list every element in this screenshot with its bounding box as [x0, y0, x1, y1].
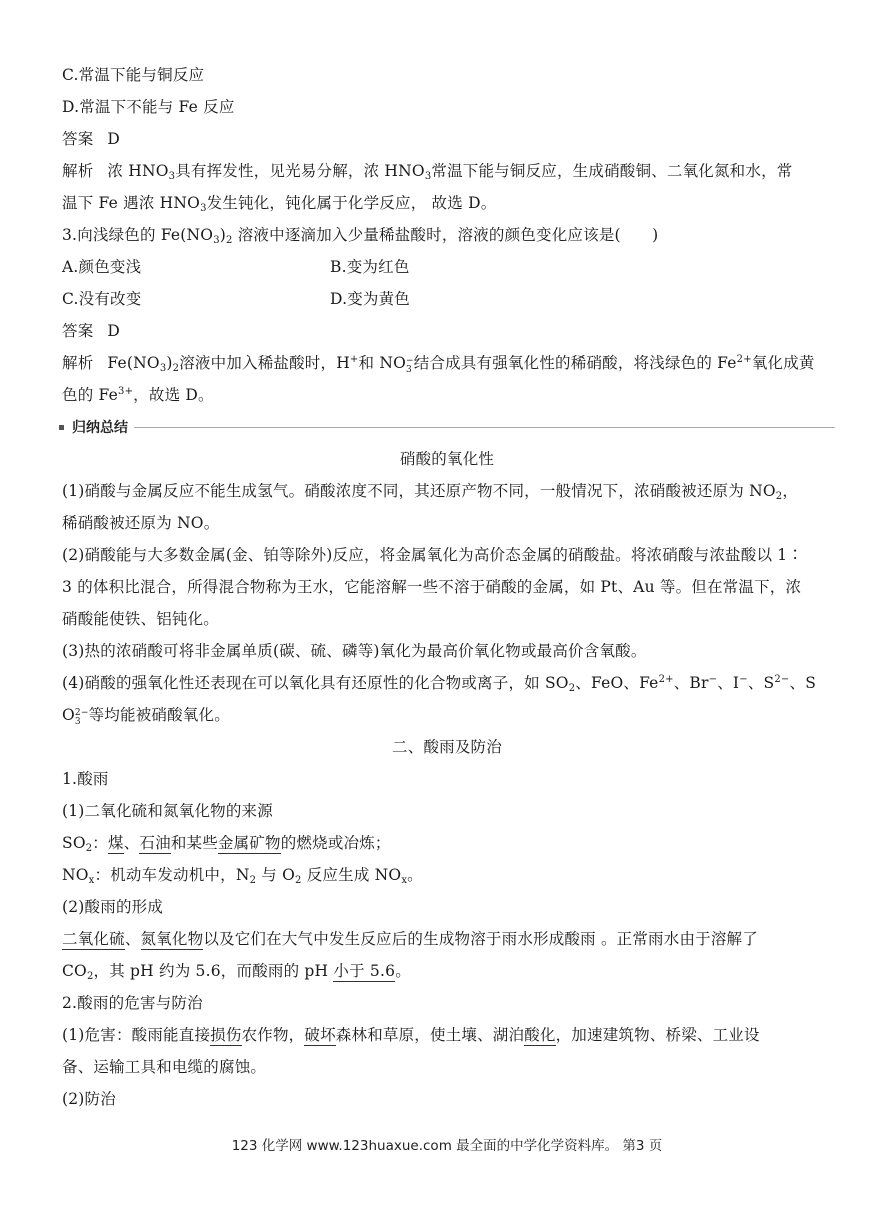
q2-analysis-line2: 温下 Fe 遇浓 $HNO_3$发生钝化，钝化属于化学反应， 故选 D。 — [62, 194, 497, 214]
divider-line — [134, 427, 835, 428]
page-footer: 123 化学网 www.123huaxue.com 最全面的中学化学资料库。 第3 页 — [231, 1138, 663, 1154]
summary-point-2-line2: 3 的体积比混合，所得混合物称为王水，它能溶解一些不溶于硝酸的金属，如 Pt、Au 等。但在常温下，浓 — [62, 578, 802, 596]
summary-point-3: (3)热的浓硝酸可将非金属单质(碳、硫、磷等)氧化为最高价氧化物或最高价含氧酸。 — [62, 642, 647, 660]
summary-point-4-line2: O 2− 3 等均能被硝酸氧化。 — [62, 706, 230, 727]
q3-options-cd: C.没有改变 D.变为黄色 — [62, 290, 411, 308]
q3-answer: 答案 D — [62, 322, 121, 340]
q3-stem: 3.向浅绿色的 $Fe(NO_3)_2$ 溶液中逐滴加入少量稀盐酸时，溶液的颜色变化应该是( ) — [62, 226, 659, 246]
summary-title: 归纳总结 — [72, 420, 128, 436]
summary-point-2: (2)硝酸能与大多数金属(金、铂等除外)反应，将金属氧化为高价态金属的硝酸盐。将浓硝酸与浓盐酸以 1∶ — [62, 546, 804, 564]
nox-sources: $NO_x$：机动车发动机中，$N_2$ 与 $O_2$ 反应生成 $NO_x$。 — [62, 866, 423, 886]
summary-point-4: (4)硝酸的强氧化性还表现在可以氧化具有还原性的化合物或离子，如 $SO_2$、FeO、$Fe^{2+}$、Br−、I−、$S^{2-}$、S — [62, 674, 817, 694]
section2-item-2: 2.酸雨的危害与防治 — [62, 994, 203, 1012]
summary-point-1: (1)硝酸与金属反应不能生成氢气。硝酸浓度不同，其还原产物不同，一般情况下，浓硝酸被还原为 $NO_2$， — [62, 482, 799, 502]
acid-rain-formation-line2: $CO_2$，其 pH 约为 5.6，而酸雨的 pH 小于 5.6。 — [62, 962, 411, 982]
summary-point-2-line3: 硝酸能使铁、铝钝化。 — [62, 610, 220, 628]
q2-analysis: 解析 浓 $HNO_3$具有挥发性，见光易分解，浓 $HNO_3$常温下能与铜反应，生成硝酸铜、二氧化氮和水，常 — [62, 162, 793, 182]
section2-item-1-1: (1)二氧化硫和氮氧化物的来源 — [62, 802, 273, 820]
so2-sources: $SO_2$：煤、石油和某些金属矿物的燃烧或冶炼； — [62, 834, 391, 854]
q2-answer: 答案 D — [62, 130, 121, 148]
square-bullet-icon — [59, 425, 64, 430]
summary-divider — [59, 411, 835, 443]
q2-option-d: D.常温下不能与 Fe 反应 — [62, 98, 235, 116]
section2-item-1-2: (2)酸雨的形成 — [62, 898, 164, 916]
section2-item-1: 1.酸雨 — [62, 770, 109, 788]
section2-item-2-2: (2)防治 — [62, 1090, 116, 1108]
no3-ion-stack: − 3 — [406, 356, 414, 375]
acid-rain-harm-line2: 备、运输工具和电缆的腐蚀。 — [62, 1058, 267, 1076]
page-content — [62, 59, 832, 1115]
q2-option-c: C.常温下能与铜反应 — [62, 66, 205, 84]
q3-options-ab: A.颜色变浅 B.变为红色 — [62, 258, 410, 276]
section2-heading: 二、酸雨及防治 — [392, 738, 502, 756]
summary-point-1-line2: 稀硝酸被还原为 NO。 — [62, 514, 220, 532]
so3-ion-stack: 2− 3 — [74, 708, 89, 727]
acid-rain-formation: 二氧化硫、氮氧化物以及它们在大气中发生反应后的生成物溶于雨水形成酸雨 。正常雨水由于溶解了 — [62, 930, 758, 948]
q3-analysis-line2: 色的 $Fe^{3+}$，故选 D。 — [62, 386, 214, 404]
acid-rain-harm: (1)危害：酸雨能直接损伤农作物，破坏森林和草原，使土壤、湖泊酸化，加速建筑物、桥梁、工业设 — [62, 1026, 760, 1044]
summary-heading: 硝酸的氧化性 — [399, 450, 495, 468]
q3-analysis: 解析 $Fe(NO_3)_2$溶液中加入稀盐酸时，H+和 NO − 3 结合成具有强氧化性的稀硝酸，将浅绿色的 $Fe^{2+}$氧化成黄 — [62, 354, 815, 375]
